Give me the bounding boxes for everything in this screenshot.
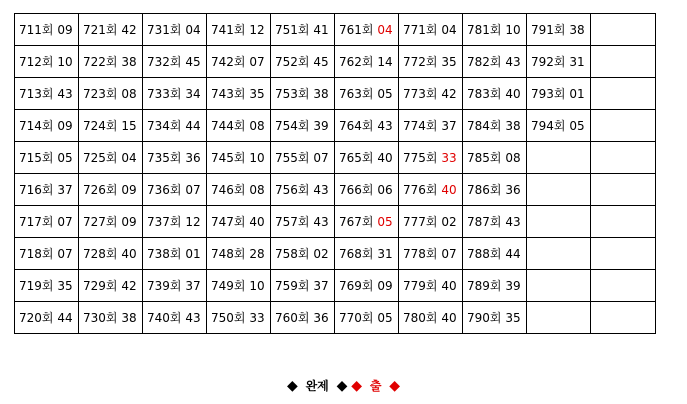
round-label: 783회 (467, 86, 502, 101)
number-value: 04 (121, 150, 137, 165)
table-cell (463, 78, 527, 110)
round-label: 782회 (467, 54, 502, 69)
table-cell (527, 14, 591, 46)
round-label: 781회 (467, 22, 502, 37)
number-value: 35 (57, 278, 73, 293)
round-label: 715회 (19, 150, 54, 165)
number-value: 09 (57, 118, 73, 133)
round-label: 753회 (275, 86, 310, 101)
number-value: 05 (377, 86, 393, 101)
round-label: 758회 (275, 246, 310, 261)
table-row (15, 238, 656, 270)
number-value: 37 (313, 278, 329, 293)
table-cell (15, 110, 79, 142)
number-value: 41 (313, 22, 329, 37)
number-value: 04 (441, 22, 457, 37)
table-cell (207, 270, 271, 302)
table-cell (79, 46, 143, 78)
empty-cell (527, 142, 591, 174)
table-cell (463, 110, 527, 142)
table-cell (207, 46, 271, 78)
round-label: 754회 (275, 118, 310, 133)
table-cell (335, 46, 399, 78)
number-value: 35 (505, 310, 521, 325)
number-value: 15 (121, 118, 137, 133)
round-label: 734회 (147, 118, 182, 133)
number-value: 07 (249, 54, 265, 69)
table-cell (527, 110, 591, 142)
number-value: 05 (57, 150, 73, 165)
number-value: 40 (249, 214, 265, 229)
round-label: 767회 (339, 214, 374, 229)
number-value: 43 (505, 54, 521, 69)
round-label: 722회 (83, 54, 118, 69)
empty-cell (591, 110, 656, 142)
round-label: 736회 (147, 182, 182, 197)
table-cell (15, 142, 79, 174)
number-value: 06 (377, 182, 393, 197)
table-cell (271, 270, 335, 302)
round-label: 784회 (467, 118, 502, 133)
number-value: 37 (57, 182, 73, 197)
table-cell (399, 14, 463, 46)
table-cell (399, 302, 463, 334)
table-cell (271, 206, 335, 238)
number-value: 31 (377, 246, 393, 261)
table-cell (463, 142, 527, 174)
empty-cell (591, 206, 656, 238)
empty-cell (591, 14, 656, 46)
empty-cell (591, 46, 656, 78)
table-cell (399, 174, 463, 206)
number-value: 33 (249, 310, 265, 325)
number-value: 35 (441, 54, 457, 69)
round-label: 711회 (19, 22, 54, 37)
number-value: 01 (569, 86, 585, 101)
round-label: 770회 (339, 310, 374, 325)
empty-cell (527, 270, 591, 302)
number-value: 43 (377, 118, 393, 133)
number-value: 08 (505, 150, 521, 165)
table-cell (207, 78, 271, 110)
round-label: 773회 (403, 86, 438, 101)
legend (0, 377, 687, 394)
table-cell (463, 270, 527, 302)
round-label: 789회 (467, 278, 502, 293)
number-value: 40 (441, 182, 457, 197)
number-value: 34 (185, 86, 201, 101)
black-diamond-icon: ◆ (336, 377, 348, 394)
table-row (15, 174, 656, 206)
round-label: 743회 (211, 86, 246, 101)
table-cell (207, 142, 271, 174)
number-value: 08 (121, 86, 137, 101)
number-value: 42 (121, 278, 137, 293)
number-value: 10 (57, 54, 73, 69)
number-value: 09 (57, 22, 73, 37)
number-value: 37 (441, 118, 457, 133)
number-value: 12 (249, 22, 265, 37)
round-label: 745회 (211, 150, 246, 165)
round-label: 729회 (83, 278, 118, 293)
table-row (15, 302, 656, 334)
round-label: 725회 (83, 150, 118, 165)
table-cell (143, 270, 207, 302)
table-cell (463, 14, 527, 46)
table-cell (399, 78, 463, 110)
table-cell (207, 206, 271, 238)
round-label: 768회 (339, 246, 374, 261)
red-diamond-icon: ◆ (389, 377, 401, 394)
round-label: 763회 (339, 86, 374, 101)
table-cell (15, 302, 79, 334)
number-value: 38 (121, 310, 137, 325)
round-label: 723회 (83, 86, 118, 101)
round-label: 741회 (211, 22, 246, 37)
number-value: 07 (185, 182, 201, 197)
round-label: 739회 (147, 278, 182, 293)
number-value: 05 (569, 118, 585, 133)
round-label: 772회 (403, 54, 438, 69)
number-value: 05 (377, 310, 393, 325)
round-label: 740회 (147, 310, 182, 325)
round-label: 713회 (19, 86, 54, 101)
number-value: 10 (249, 278, 265, 293)
table-cell (15, 238, 79, 270)
number-value: 14 (377, 54, 393, 69)
round-label: 731회 (147, 22, 182, 37)
table-cell (143, 238, 207, 270)
table-cell (79, 270, 143, 302)
table-cell (79, 302, 143, 334)
round-label: 751회 (275, 22, 310, 37)
number-value: 07 (441, 246, 457, 261)
empty-cell (527, 238, 591, 270)
table-cell (207, 14, 271, 46)
empty-cell (527, 302, 591, 334)
empty-cell (591, 174, 656, 206)
table-row (15, 78, 656, 110)
table-cell (207, 302, 271, 334)
number-value: 07 (57, 246, 73, 261)
number-value: 02 (313, 246, 329, 261)
table-cell (79, 110, 143, 142)
table-cell (335, 174, 399, 206)
round-label: 714회 (19, 118, 54, 133)
number-value: 36 (185, 150, 201, 165)
round-label: 774회 (403, 118, 438, 133)
table-cell (207, 174, 271, 206)
table-cell (399, 142, 463, 174)
round-label: 726회 (83, 182, 118, 197)
round-label: 790회 (467, 310, 502, 325)
number-value: 42 (441, 86, 457, 101)
table-cell (15, 174, 79, 206)
round-label: 787회 (467, 214, 502, 229)
table-cell (143, 78, 207, 110)
round-label: 728회 (83, 246, 118, 261)
table-cell (143, 174, 207, 206)
round-label: 749회 (211, 278, 246, 293)
round-label: 780회 (403, 310, 438, 325)
number-value: 07 (57, 214, 73, 229)
round-label: 786회 (467, 182, 502, 197)
round-label: 735회 (147, 150, 182, 165)
table-cell (15, 46, 79, 78)
round-label: 766회 (339, 182, 374, 197)
round-label: 747회 (211, 214, 246, 229)
round-label: 755회 (275, 150, 310, 165)
number-value: 39 (313, 118, 329, 133)
number-value: 02 (441, 214, 457, 229)
empty-cell (591, 238, 656, 270)
table-cell (271, 238, 335, 270)
round-label: 794회 (531, 118, 566, 133)
table-cell (79, 78, 143, 110)
table-cell (527, 78, 591, 110)
round-label: 738회 (147, 246, 182, 261)
number-value: 36 (313, 310, 329, 325)
round-label: 762회 (339, 54, 374, 69)
table-cell (527, 46, 591, 78)
number-value: 38 (121, 54, 137, 69)
table-cell (399, 270, 463, 302)
number-value: 38 (569, 22, 585, 37)
table-cell (271, 14, 335, 46)
table-cell (271, 78, 335, 110)
empty-cell (591, 78, 656, 110)
round-label: 744회 (211, 118, 246, 133)
round-label: 775회 (403, 150, 438, 165)
round-label: 785회 (467, 150, 502, 165)
round-label: 730회 (83, 310, 118, 325)
round-label: 727회 (83, 214, 118, 229)
round-label: 732회 (147, 54, 182, 69)
table-cell (335, 206, 399, 238)
table-cell (143, 302, 207, 334)
table-cell (15, 206, 79, 238)
number-value: 05 (377, 214, 393, 229)
number-value: 45 (185, 54, 201, 69)
table-cell (335, 302, 399, 334)
empty-cell (591, 302, 656, 334)
table-cell (463, 302, 527, 334)
round-label: 719회 (19, 278, 54, 293)
table-row (15, 206, 656, 238)
number-value: 43 (505, 214, 521, 229)
number-value: 43 (57, 86, 73, 101)
round-label: 718회 (19, 246, 54, 261)
table-cell (143, 110, 207, 142)
round-label: 777회 (403, 214, 438, 229)
table-cell (15, 14, 79, 46)
round-label: 717회 (19, 214, 54, 229)
table-cell (79, 14, 143, 46)
legend-complete-label: 완제 (305, 379, 329, 393)
table-cell (207, 110, 271, 142)
table-cell (335, 270, 399, 302)
number-value: 10 (249, 150, 265, 165)
table-cell (271, 302, 335, 334)
round-label: 746회 (211, 182, 246, 197)
number-value: 43 (185, 310, 201, 325)
table-row (15, 142, 656, 174)
round-label: 752회 (275, 54, 310, 69)
number-value: 31 (569, 54, 585, 69)
round-label: 779회 (403, 278, 438, 293)
table-cell (335, 14, 399, 46)
table-cell (335, 238, 399, 270)
number-value: 40 (377, 150, 393, 165)
table-cell (15, 78, 79, 110)
table-cell (143, 206, 207, 238)
round-label: 721회 (83, 22, 118, 37)
round-label: 791회 (531, 22, 566, 37)
red-diamond-icon: ◆ (351, 377, 362, 394)
round-label: 793회 (531, 86, 566, 101)
round-label: 771회 (403, 22, 438, 37)
round-label: 737회 (147, 214, 182, 229)
round-label: 720회 (19, 310, 54, 325)
number-value: 33 (441, 150, 457, 165)
round-label: 764회 (339, 118, 374, 133)
table-cell (79, 206, 143, 238)
number-value: 38 (505, 118, 521, 133)
number-value: 04 (377, 22, 393, 37)
table-row (15, 270, 656, 302)
round-label: 756회 (275, 182, 310, 197)
number-value: 28 (249, 246, 265, 261)
number-value: 09 (377, 278, 393, 293)
table-cell (335, 110, 399, 142)
number-value: 12 (185, 214, 201, 229)
empty-cell (527, 206, 591, 238)
number-value: 35 (249, 86, 265, 101)
round-label: 788회 (467, 246, 502, 261)
number-value: 39 (505, 278, 521, 293)
round-label: 748회 (211, 246, 246, 261)
number-value: 40 (441, 278, 457, 293)
round-label: 742회 (211, 54, 246, 69)
number-value: 42 (121, 22, 137, 37)
results-grid-body (15, 14, 656, 334)
number-value: 43 (313, 214, 329, 229)
table-cell (399, 110, 463, 142)
round-label: 759회 (275, 278, 310, 293)
number-value: 40 (505, 86, 521, 101)
number-value: 01 (185, 246, 201, 261)
empty-cell (591, 270, 656, 302)
number-value: 40 (441, 310, 457, 325)
table-cell (143, 46, 207, 78)
round-label: 750회 (211, 310, 246, 325)
number-value: 09 (121, 182, 137, 197)
number-value: 08 (249, 182, 265, 197)
round-label: 778회 (403, 246, 438, 261)
number-value: 44 (57, 310, 73, 325)
table-cell (271, 174, 335, 206)
table-cell (463, 46, 527, 78)
table-cell (79, 142, 143, 174)
number-value: 43 (313, 182, 329, 197)
number-value: 10 (505, 22, 521, 37)
round-label: 765회 (339, 150, 374, 165)
table-cell (271, 46, 335, 78)
round-label: 760회 (275, 310, 310, 325)
table-cell (399, 238, 463, 270)
round-label: 733회 (147, 86, 182, 101)
table-cell (271, 142, 335, 174)
round-label: 724회 (83, 118, 118, 133)
empty-cell (591, 142, 656, 174)
table-cell (79, 174, 143, 206)
table-cell (335, 142, 399, 174)
number-value: 37 (185, 278, 201, 293)
round-label: 757회 (275, 214, 310, 229)
results-grid (14, 13, 656, 334)
table-cell (143, 142, 207, 174)
round-label: 792회 (531, 54, 566, 69)
number-value: 40 (121, 246, 137, 261)
round-label: 716회 (19, 182, 54, 197)
round-label: 776회 (403, 182, 438, 197)
table-cell (463, 174, 527, 206)
number-value: 08 (249, 118, 265, 133)
table-row (15, 46, 656, 78)
table-row (15, 110, 656, 142)
round-label: 712회 (19, 54, 54, 69)
table-cell (207, 238, 271, 270)
number-value: 04 (185, 22, 201, 37)
number-value: 45 (313, 54, 329, 69)
round-label: 761회 (339, 22, 374, 37)
number-value: 44 (185, 118, 201, 133)
table-cell (399, 46, 463, 78)
table-cell (335, 78, 399, 110)
table-row (15, 14, 656, 46)
number-value: 38 (313, 86, 329, 101)
number-value: 09 (121, 214, 137, 229)
table-cell (463, 238, 527, 270)
empty-cell (527, 174, 591, 206)
round-label: 769회 (339, 278, 374, 293)
legend-draw-label: 출 (369, 379, 382, 393)
table-cell (271, 110, 335, 142)
number-value: 44 (505, 246, 521, 261)
number-value: 07 (313, 150, 329, 165)
table-cell (399, 206, 463, 238)
number-value: 36 (505, 182, 521, 197)
table-cell (143, 14, 207, 46)
table-cell (15, 270, 79, 302)
black-diamond-icon: ◆ (286, 377, 298, 394)
table-cell (79, 238, 143, 270)
table-cell (463, 206, 527, 238)
